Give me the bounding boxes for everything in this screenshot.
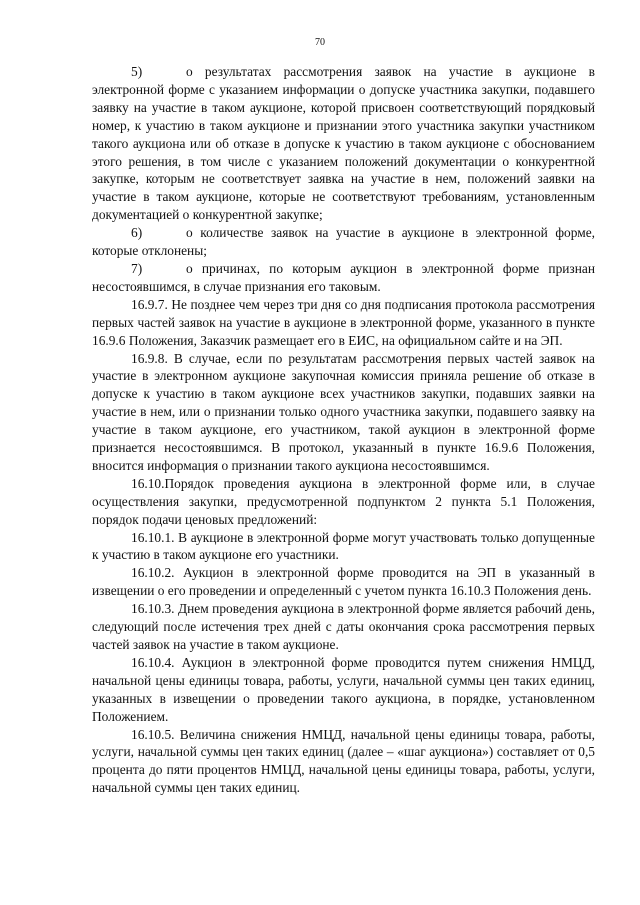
clause-16-10-2: 16.10.2. Аукцион в электронной форме проводится на ЭП в указанный в извещении о его проведении и определенный с учетом пункта 16.10.3 Положения день. bbox=[92, 565, 595, 599]
clause-16-10-1: 16.10.1. В аукционе в электронной форме могут участвовать только допущенные к участию в таком аукционе его участники. bbox=[92, 529, 595, 563]
clause-16-10-4: 16.10.4. Аукцион в электронной форме проводится путем снижения НМЦД, начальной цены единицы товара, работы, услуги, начальной суммы цен таких единиц, указанных в извещении о проведении такого аукциона, в порядке, установленном Положением. bbox=[92, 654, 595, 724]
clause-16-9-7: 16.9.7. Не позднее чем через три дня со дня подписания протокола рассмотрения первых частей заявок на участие в аукционе в электронной форме, указанного в пункте 16.9.6 Положения, Заказчик размещает его в ЕИС, на официальном сайте и на ЭП. bbox=[92, 296, 595, 348]
paragraph-text: о причинах, по которым аукцион в электронной форме признан несостоявшимся, в случае признания его таковым. bbox=[92, 260, 595, 294]
clause-16-10-5: 16.10.5. Величина снижения НМЦД, начальной цены единицы товара, работы, услуги, начальной суммы цен таких единиц (далее – «шаг аукциона») составляет от 0,5 процента до пяти процентов НМЦД, начальной цены единицы товара, работы, услуги, начальной суммы цен таких единиц. bbox=[92, 726, 595, 796]
document-body bbox=[92, 63, 595, 797]
list-item-7 bbox=[92, 260, 595, 296]
list-marker: 5) bbox=[131, 64, 143, 79]
clause-16-10: 16.10.Порядок проведения аукциона в электронной форме или, в случае осуществления закупки, предусмотренной подпунктом 2 пункта 5.1 Положения, порядок подачи ценовых предложений: bbox=[92, 475, 595, 527]
list-item-6 bbox=[92, 224, 595, 260]
clause-16-9-8: 16.9.8. В случае, если по результатам рассмотрения первых частей заявок на участие в электронном аукционе закупочная комиссия приняла решение об отказе в допуске к участию в таком аукционе всех участников закупки, подавших заявки на участие в нем, или о признании только одного участника закупки, подавшего заявку на участие в таком аукционе, его участником, такой аукцион в электронной форме признается несостоявшимся. В протокол, указанный в пункте 16.9.6 Положения, вносится информация о признании такого аукциона несостоявшимся. bbox=[92, 350, 595, 473]
paragraph-text: о результатах рассмотрения заявок на участие в аукционе в электронной форме с указанием информации о допуске участника закупки, подавшего заявку на участие в таком аукционе, которой присвоен соответствующий порядковый номер, к участию в таком аукционе и признании этого участника закупки участником такого аукциона или об отказе в допуске к участию в таком аукционе с обоснованием этого решения, в том числе с указанием положений документации о конкурентной закупке, которым не соответствует заявка на участие в нем, положений заявки на участие в таком аукционе, которые не соответствуют требованиям, установленным документацией о конкурентной закупке; bbox=[92, 64, 595, 223]
clause-16-10-3: 16.10.3. Днем проведения аукциона в электронной форме является рабочий день, следующий после истечения трех дней с даты окончания срока рассмотрения первых частей заявок на участие в таком аукционе. bbox=[92, 601, 595, 652]
paragraph-text: о количестве заявок на участие в аукционе в электронной форме, которые отклонены; bbox=[92, 225, 595, 259]
list-marker: 6) bbox=[131, 225, 143, 241]
page-number: 70 bbox=[315, 37, 325, 48]
list-marker: 7) bbox=[131, 260, 143, 276]
list-item-5 bbox=[92, 63, 595, 224]
